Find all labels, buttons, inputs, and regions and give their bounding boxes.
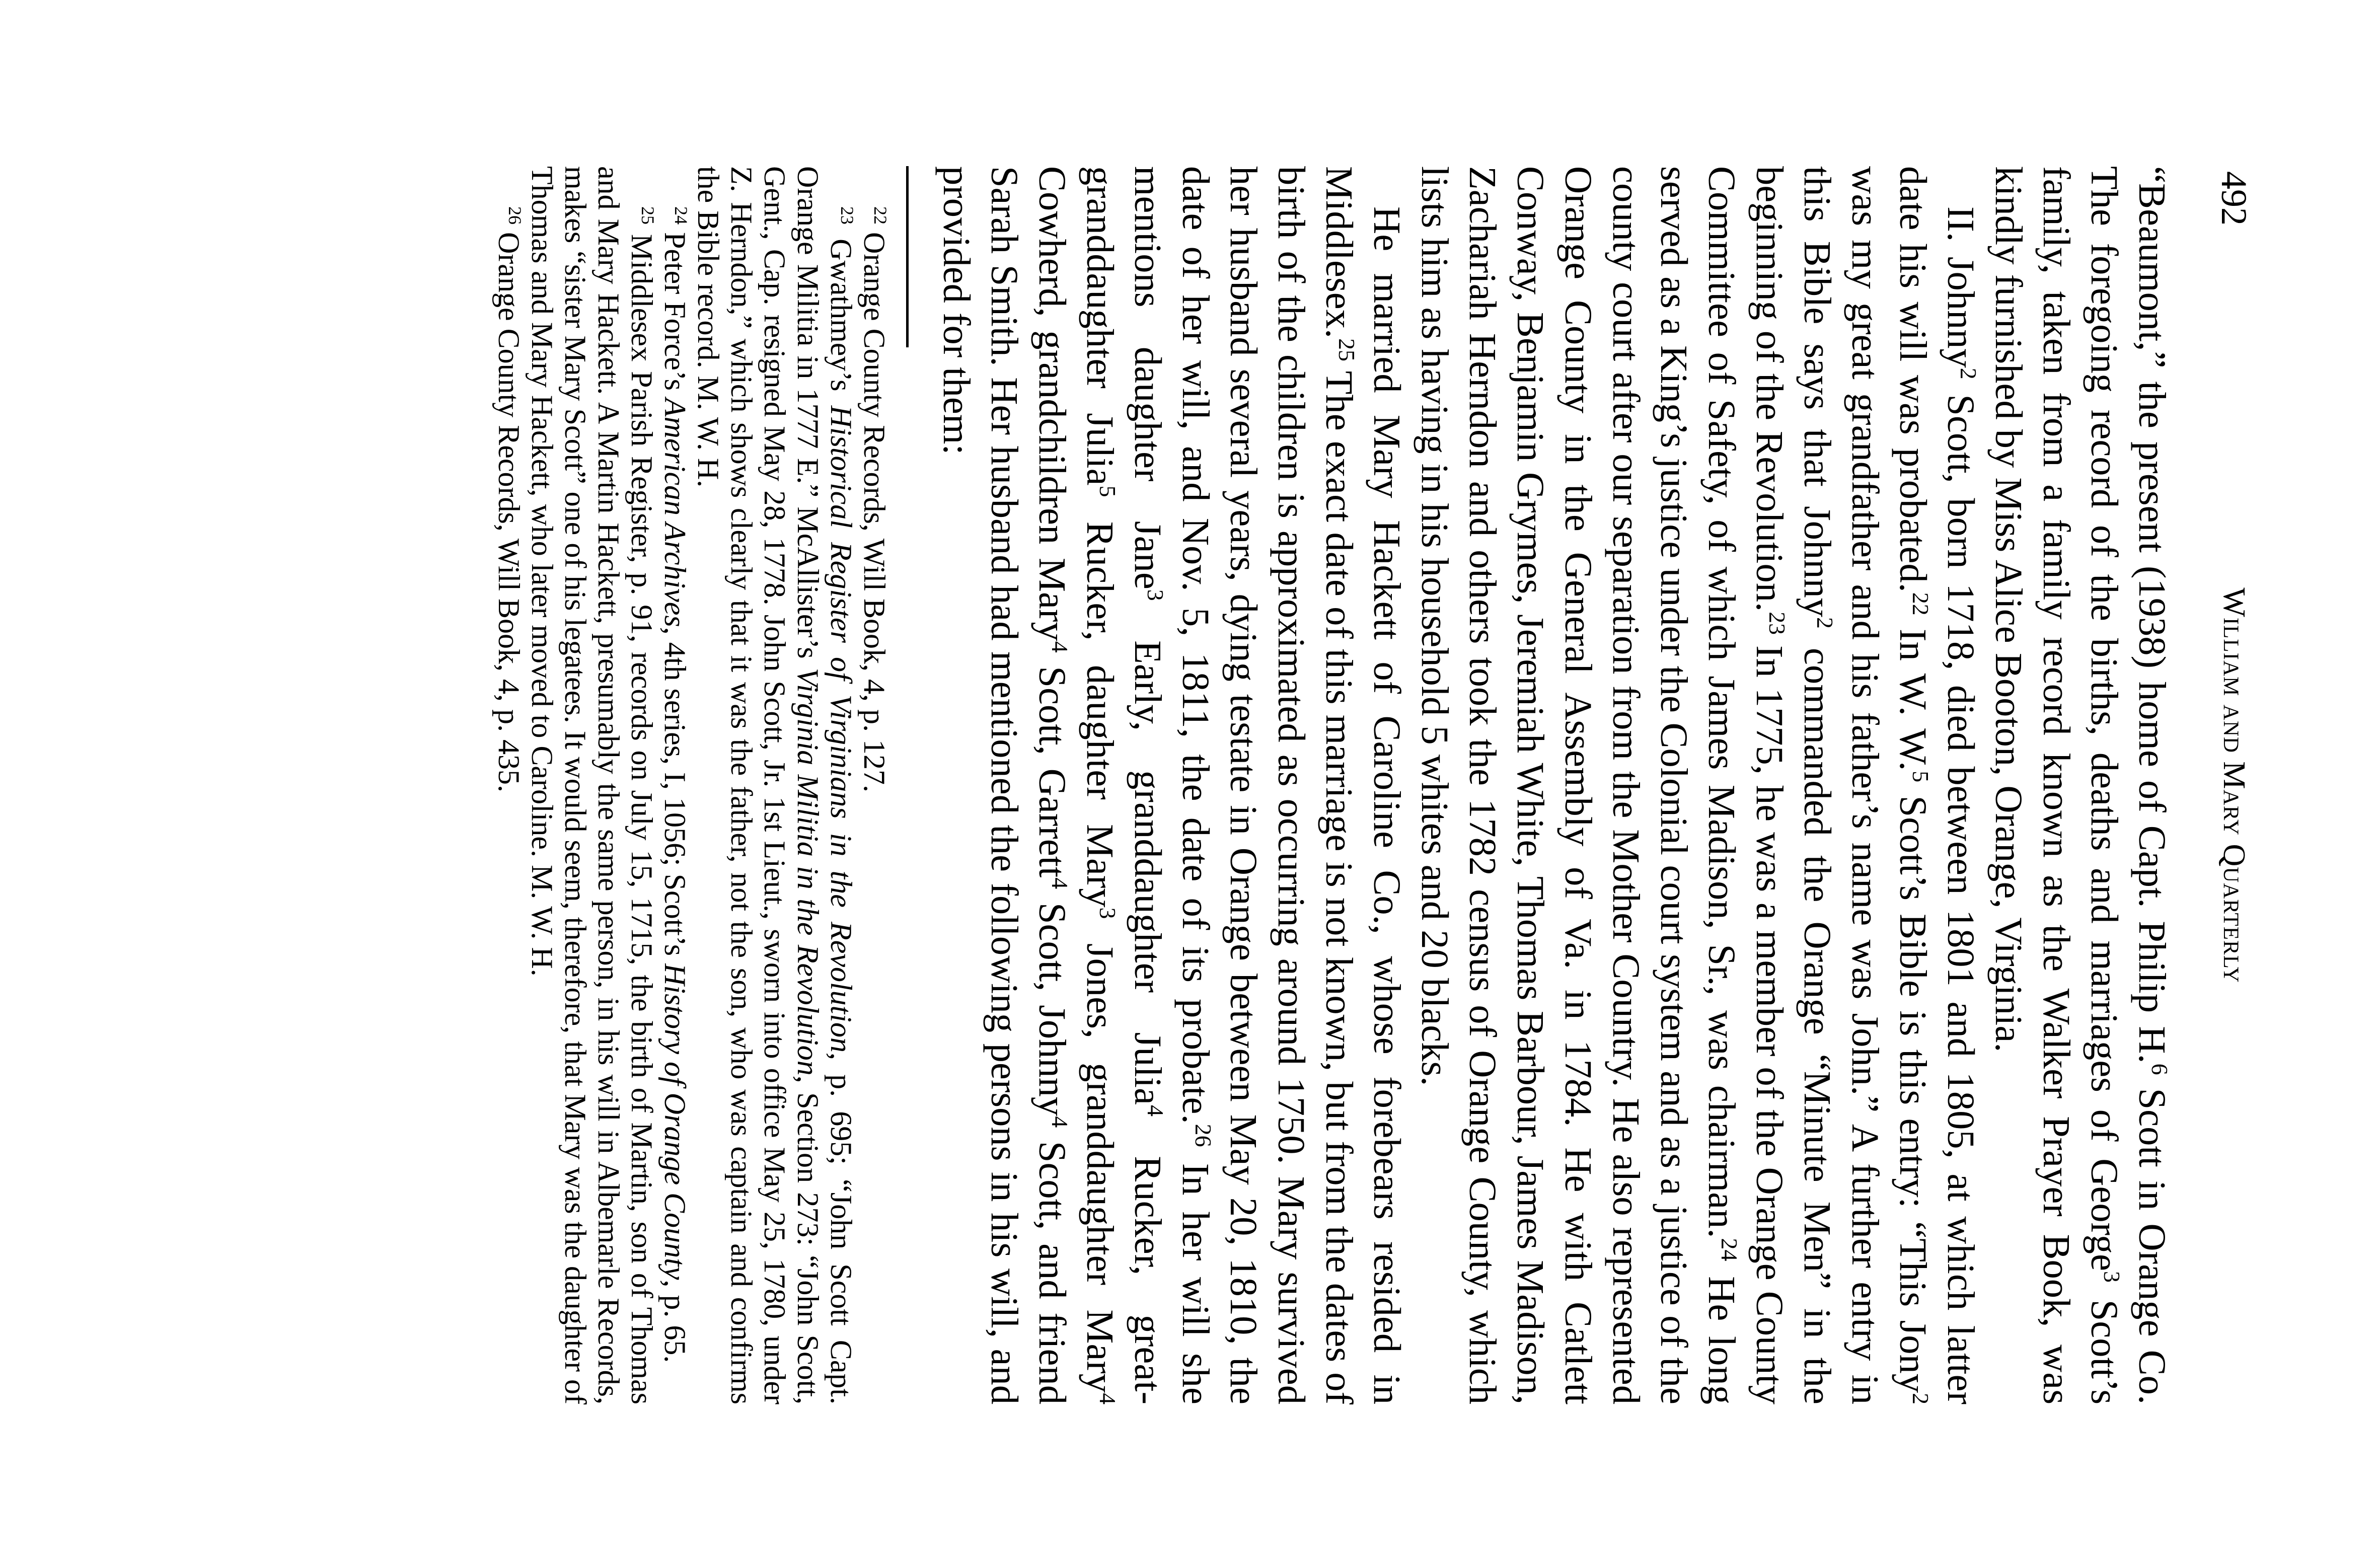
- footnote-text: , p. 695; “John Scott Capt. Orange Militia in 1777 E.” McAllister’s: [791, 166, 858, 1405]
- footnotes: [492, 166, 891, 1404]
- journal-page: [492, 166, 2257, 1404]
- footnote-25: [526, 166, 658, 1404]
- running-head: William and Mary Quarterly: [2217, 587, 2251, 983]
- text-run: “Beaumont,” the present (1938) home of Capt. Philip H.: [2131, 166, 2174, 1064]
- text-run: Scott, Johnny: [1031, 889, 1074, 1117]
- footnote-text: Orange County Records, Will Book, 4, p. 435.: [492, 225, 526, 793]
- paragraph-beaumont: [1985, 166, 2176, 1404]
- generation-superscript: 4: [1143, 1104, 1169, 1117]
- footnote-text: Middlesex Parish Register, p. 91, records on July 15, 1715, the birth of Martin, son of Thomas and Mary Hackett. A Martin Hackett, presumably the same person, in his will in Albemarle Records, makes “sister Mary Scott” one of his legatees. It would seem, therefore, that Mary was the daughter of Thomas and Mary Hackett, who later moved to Caroline. M. W. H.: [526, 166, 658, 1404]
- footnote-text: , Section 273: “John Scott, Gent., Cap. resigned May 28, 1778. John Scott, Jr. 1st Lieut., sworn into office May 25, 1780, under Z. Herndon,” which shows clearly that it was the father, not the son, who was captain and confirms the Bible record. M. W. H.: [692, 166, 825, 1404]
- text-run: Rucker, great-granddaughter Julia: [1079, 166, 1169, 1404]
- text-run: commanded the Orange “Minute Men” in the beginning of the Revolution.: [1748, 166, 1839, 1405]
- generation-superscript: 5: [1095, 485, 1121, 497]
- footnote-number: 25: [637, 206, 658, 225]
- text-run: The exact date of this marriage is not known, but from the dates of birth of the children is approximated as occurring around 1750. Mary survived her husband several years, dying testate in Orange between May 20, 1810, the date of her will, and Nov. 5, 1811, the date of its probate.: [1174, 166, 1361, 1404]
- footnote-text: , p. 65.: [658, 1280, 692, 1363]
- text-run: II. Johnny: [1940, 206, 1982, 368]
- generation-superscript: 4: [1047, 641, 1073, 653]
- footnote-number: 26: [504, 206, 525, 225]
- text-run: In 1775, he was a member of the Orange County Committee of Safety, of which James Madison, Sr., was chairman.: [1700, 166, 1791, 1405]
- text-run: Jones, granddaughter Mary: [1079, 919, 1122, 1393]
- footnote-23: [692, 166, 858, 1404]
- generation-superscript: 2: [1908, 1393, 1934, 1405]
- footnote-ref: 22: [1908, 592, 1934, 616]
- book-title: American Archives: [658, 398, 692, 627]
- book-title: Virginia Militia in the Revolution: [791, 667, 825, 1076]
- footnote-26: [492, 166, 526, 1404]
- generation-superscript: 4: [1095, 1393, 1121, 1405]
- text-run: Scott, and friend Sarah Smith. Her husband had mentioned the following persons in his will, and provided for them:: [935, 166, 1074, 1405]
- footnote-text: Peter Force’s: [658, 225, 692, 398]
- footnote-ref: 23: [1764, 612, 1791, 635]
- page-header: [2211, 166, 2257, 1404]
- footnote-ref: 26: [1191, 1124, 1217, 1147]
- footnote-text: , 4th series, I, 1056; Scott’s: [658, 627, 692, 964]
- footnote-number: 24: [671, 206, 691, 225]
- book-title: Historical Register of Virginians in the Revolution: [825, 405, 858, 1053]
- footnote-number: 23: [837, 206, 857, 225]
- text-run: Scott, born 1718, died between 1801 and 1805, at which latter date his will was probated.: [1892, 166, 1982, 1404]
- footnote-divider: [906, 166, 909, 347]
- footnote-22: [858, 166, 891, 1404]
- text-run: He married Mary Hackett of Caroline Co., whose forebears resided in Middlesex.: [1318, 166, 1408, 1404]
- text-run: Scott’s Bible is this entry: “This Jony: [1892, 782, 1935, 1393]
- footnote-ref: 25: [1334, 338, 1360, 361]
- generation-superscript: 6: [2147, 1063, 2173, 1075]
- generation-superscript: 2: [1956, 367, 1982, 380]
- page-number: 492: [2214, 171, 2254, 226]
- generation-superscript: 3: [1095, 907, 1121, 919]
- book-title: History of Orange County: [658, 963, 692, 1280]
- body-text: [933, 166, 2176, 1404]
- generation-superscript: 4: [1047, 877, 1073, 889]
- footnote-ref: 24: [1717, 1238, 1743, 1261]
- text-run: Early, granddaughter Julia: [1127, 601, 1169, 1105]
- text-run: was my great grandfather and his father’s name was John.” A further entry in this Bible says that Johnny: [1796, 166, 1887, 1404]
- text-run: Cowherd, grandchildren Mary: [1031, 166, 1074, 641]
- generation-superscript: 4: [1047, 1116, 1073, 1128]
- text-run: Scott’s family, taken from a family record known as the Walker Prayer Book, was kindly furnished by Miss Alice Booton, Orange, Virginia.: [1987, 166, 2126, 1404]
- text-run: Scott, Garrett: [1031, 652, 1074, 878]
- generation-superscript: 3: [1143, 589, 1169, 601]
- text-run: In W. W.: [1892, 615, 1935, 771]
- text-run: Scott in Orange Co. The foregoing record of the births, deaths and marriages of George: [2083, 166, 2174, 1405]
- footnote-text: Gwathmey’s: [825, 225, 858, 406]
- paragraph-mary-hackett: [933, 166, 1411, 1404]
- footnote-24: [658, 166, 692, 1404]
- footnote-text: Orange County Records, Will Book, 4, p. 127.: [858, 225, 891, 793]
- generation-superscript: 2: [1812, 617, 1838, 629]
- generation-superscript: 5: [1908, 771, 1934, 783]
- paragraph-johnny-scott: [1411, 166, 1985, 1404]
- generation-superscript: 3: [2099, 1271, 2125, 1283]
- text-run: In her will she mentions daughter Jane: [1127, 166, 1217, 1405]
- text-run: He long served as a King’s justice under the Colonial court system and as a justice of the county court after our separation from the Mother Country. He also represented Orange County in the General Assembly of Va. in 1784. He with Catlett Conway, Benjamin Grymes, Jeremiah White, Thomas Barbour, James Madison, Zachariah Herndon and others took the 1782 census of Orange County, which lists him as having in his household 5 whites and 20 blacks.: [1414, 166, 1743, 1404]
- footnote-number: 22: [870, 206, 890, 225]
- text-run: Rucker, daughter Mary: [1079, 497, 1122, 908]
